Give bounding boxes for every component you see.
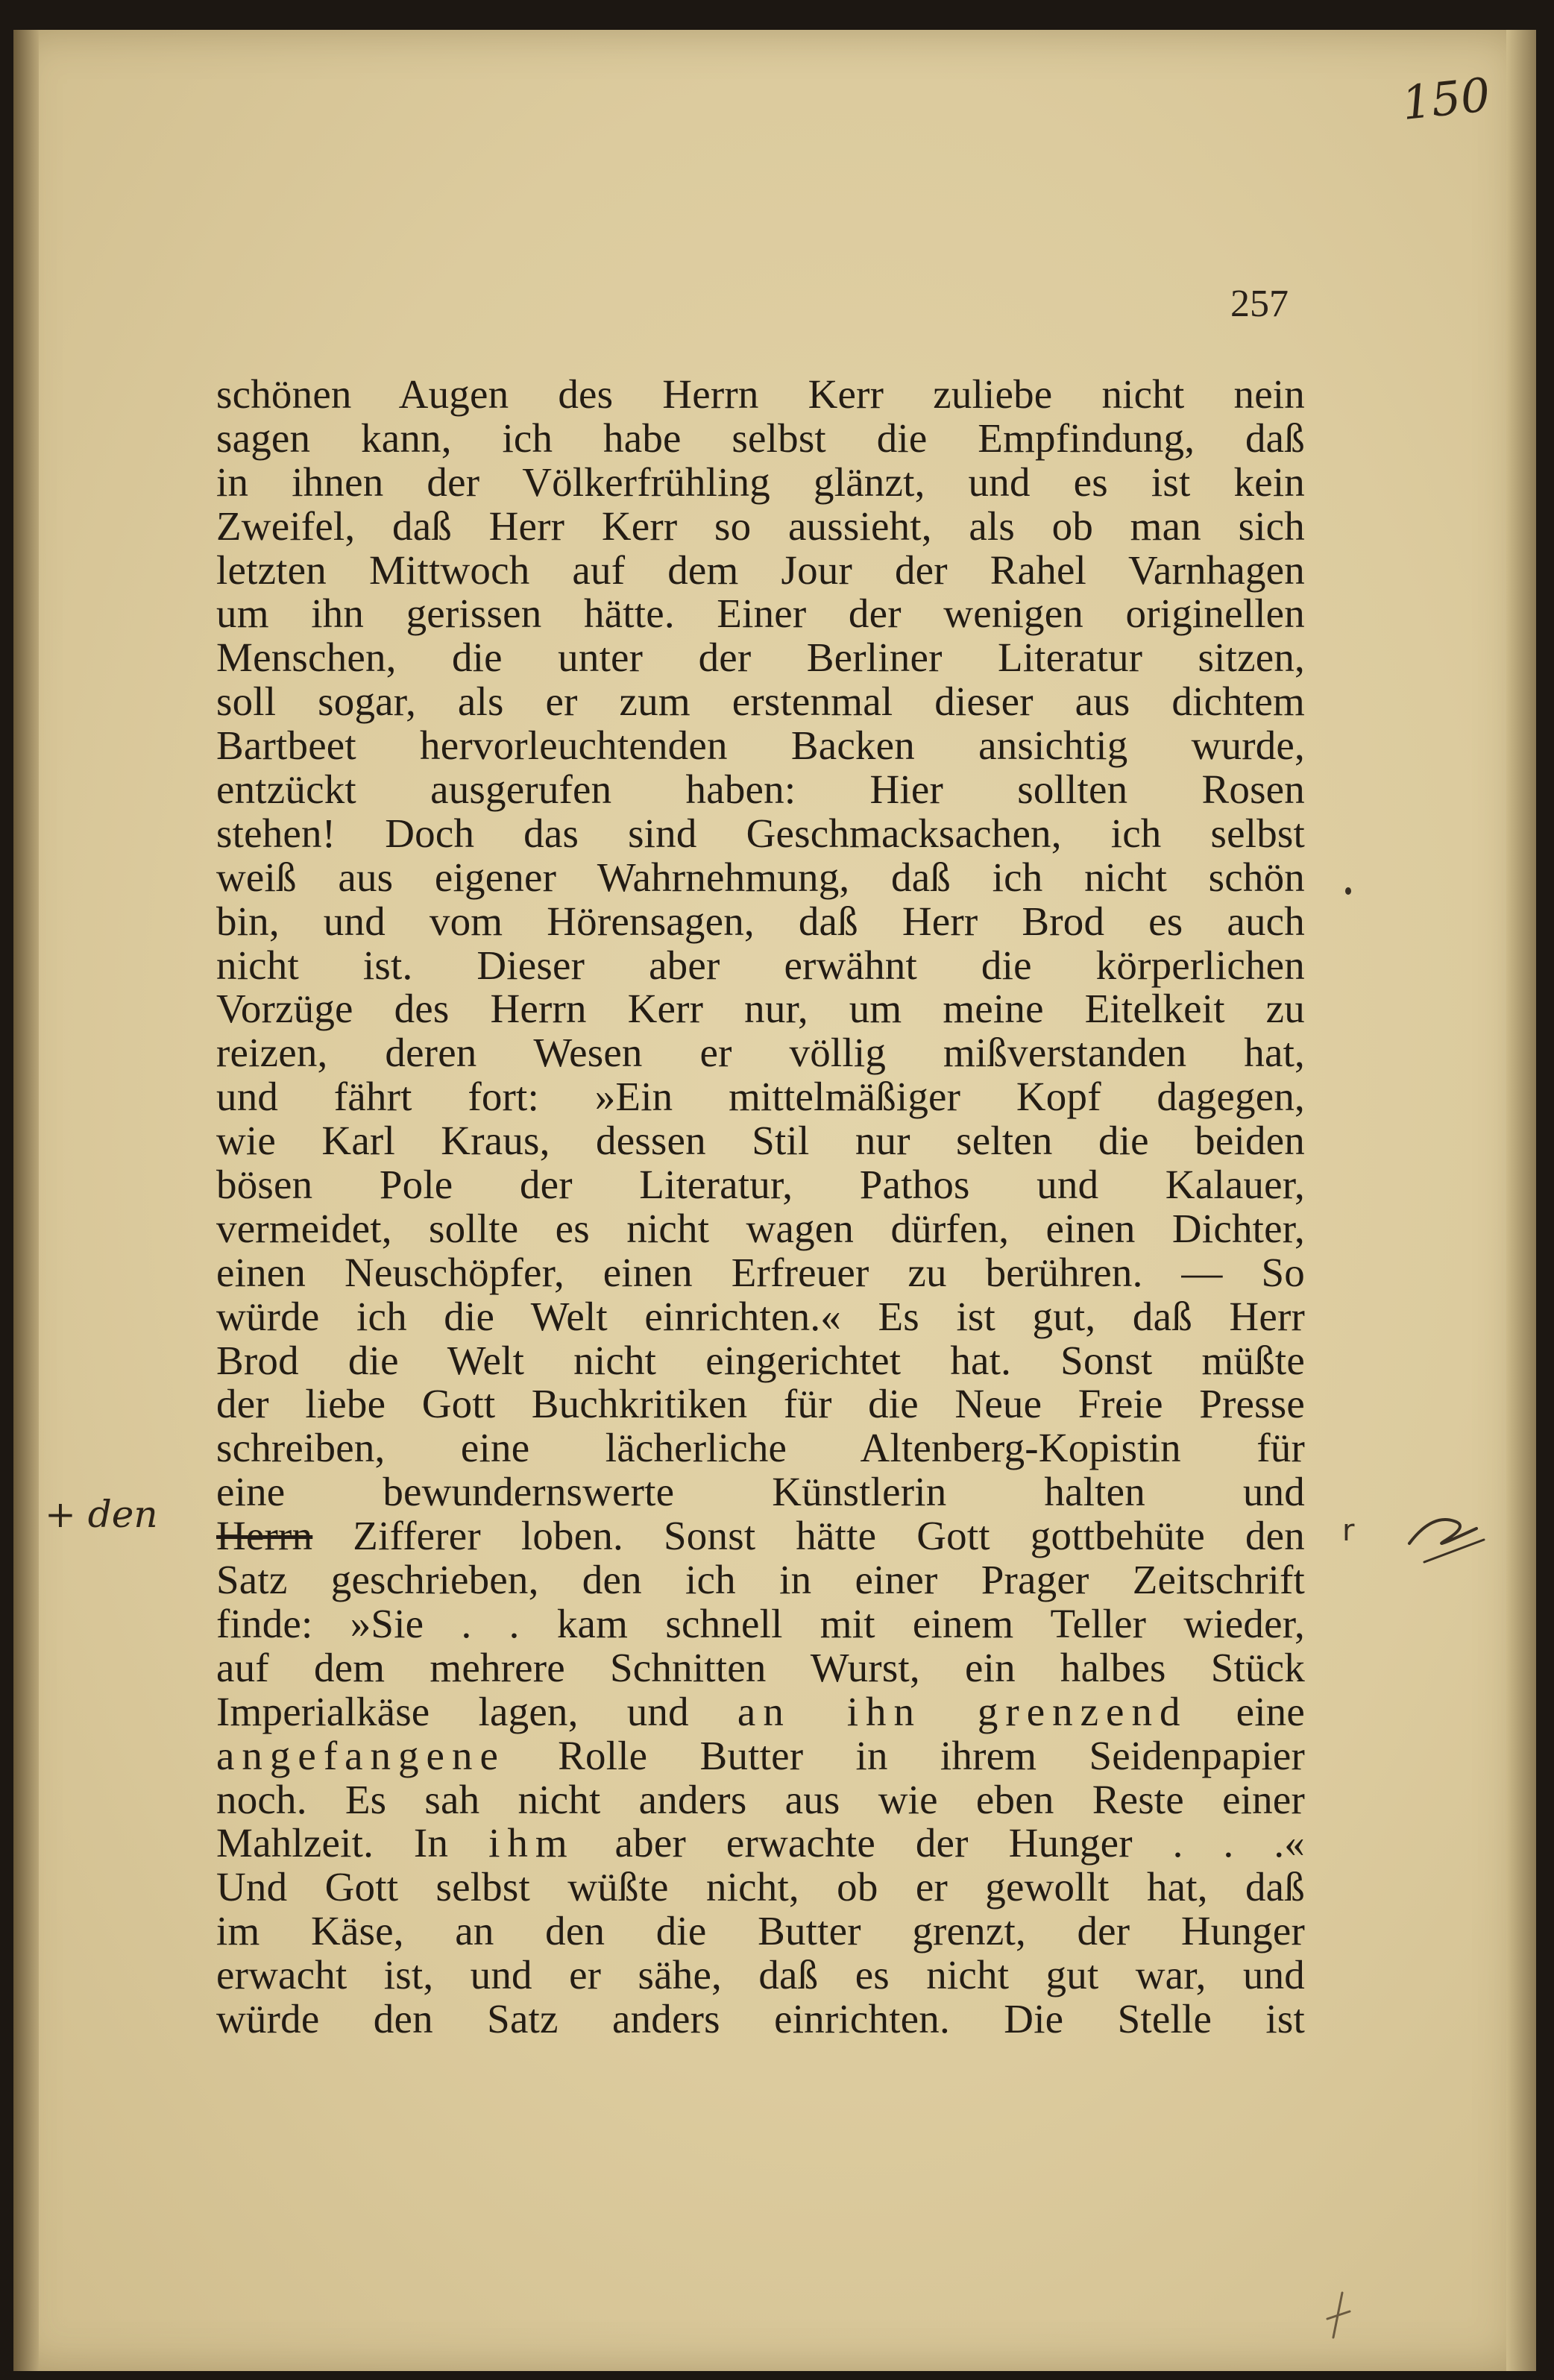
text-line: sagen kann, ich habe selbst die Empfindung, daß <box>216 415 1305 461</box>
text-line: entzückt ausgerufen haben: Hier sollten Rosen <box>216 766 1305 813</box>
text-line: Vorzüge des Herrn Kerr nur, um meine Eitelkeit zu <box>216 986 1305 1032</box>
body-text <box>216 373 1305 2041</box>
spaced-emphasis: ihm <box>488 1820 575 1866</box>
text-line: Zweifel, daß Herr Kerr so aussieht, als ob man sich <box>216 503 1305 549</box>
text-line: um ihn gerissen hätte. Einer der wenigen originellen <box>216 591 1305 637</box>
line-end: eine <box>1236 1688 1305 1734</box>
line-rest: Zifferer loben. Sonst hätte Gott gottbehüte den <box>312 1513 1305 1559</box>
line-start: Imperialkäse lagen, und <box>216 1688 689 1734</box>
text-line-spaced <box>216 1690 1305 1734</box>
text-line: und fährt fort: »Ein mittelmäßiger Kopf dagegen, <box>216 1074 1305 1120</box>
text-line: würde den Satz anders einrichten. Die Stelle ist <box>216 1995 1305 2041</box>
text-line: Menschen, die unter der Berliner Literatur sitzen, <box>216 635 1305 681</box>
text-line: nicht ist. Dieser aber erwähnt die körperlichen <box>216 942 1305 988</box>
text-line-spaced <box>216 1734 1305 1778</box>
struck-word: Herrn <box>216 1513 313 1559</box>
text-line: auf dem mehrere Schnitten Wurst, ein halbes Stück <box>216 1644 1305 1690</box>
text-line: wie Karl Kraus, dessen Stil nur selten die beiden <box>216 1118 1305 1164</box>
pencil-mark-icon <box>1320 2289 1357 2341</box>
text-line: finde: »Sie . . kam schnell mit einem Teller wieder, <box>216 1600 1305 1646</box>
handwritten-correction-sign-icon <box>1402 1499 1491 1573</box>
text-line: eine bewundernswerte Künstlerin halten und <box>216 1469 1305 1515</box>
text-line: bin, und vom Hörensagen, daß Herr Brod es auch <box>216 898 1305 944</box>
text-line: stehen! Doch das sind Geschmacksachen, ich selbst <box>216 810 1305 856</box>
text-line: der liebe Gott Buchkritiken für die Neue Freie Presse <box>216 1381 1305 1427</box>
text-line: vermeidet, sollte es nicht wagen dürfen, einen Dichter, <box>216 1205 1305 1251</box>
text-line: Brod die Welt nicht eingerichtet hat. Sonst müßte <box>216 1337 1305 1383</box>
text-line: reizen, deren Wesen er völlig mißverstanden hat, <box>216 1030 1305 1076</box>
margin-insertion-mark: r <box>1342 1514 1355 1548</box>
text-line: letzten Mittwoch auf dem Jour der Rahel Varnhagen <box>216 547 1305 593</box>
text-line: soll sogar, als er zum erstenmal dieser aus dichtem <box>216 679 1305 725</box>
text-line: erwacht ist, und er sähe, daß es nicht gut war, und <box>216 1952 1305 1998</box>
text-line: in ihnen der Völkerfrühling glänzt, und es ist kein <box>216 459 1305 505</box>
text-line: schönen Augen des Herrn Kerr zuliebe nicht nein <box>216 371 1305 417</box>
book-gutter <box>13 30 39 2371</box>
handwritten-folio-number: 150 <box>1399 67 1493 130</box>
text-line: einen Neuschöpfer, einen Erfreuer zu berühren. — So <box>216 1249 1305 1295</box>
text-line-spaced <box>216 1822 1305 1866</box>
page-edge <box>1506 30 1536 2371</box>
text-line: Bartbeet hervorleuchtenden Backen ansichtig wurde, <box>216 722 1305 769</box>
line-start: Mahlzeit. In <box>216 1820 449 1866</box>
spaced-emphasis: angefangene <box>216 1732 506 1778</box>
text-line: Satz geschrieben, den ich in einer Prager Zeitschrift <box>216 1557 1305 1603</box>
margin-dot <box>1345 887 1351 895</box>
text-line: im Käse, an den die Butter grenzt, der Hunger <box>216 1908 1305 1954</box>
text-line: schreiben, eine lächerliche Altenberg-Kopistin für <box>216 1425 1305 1471</box>
line-rest: Rolle Butter in ihrem Seidenpapier <box>558 1732 1305 1778</box>
text-line-with-deletion <box>216 1514 1305 1558</box>
text-line: bösen Pole der Literatur, Pathos und Kalauer, <box>216 1162 1305 1208</box>
text-line: weiß aus eigener Wahrnehmung, daß ich nicht schön <box>216 854 1305 900</box>
line-rest: aber erwachte der Hunger . . .« <box>614 1820 1305 1866</box>
text-line: würde ich die Welt einrichten.« Es ist gut, daß Herr <box>216 1293 1305 1339</box>
spaced-emphasis: an ihn grenzend <box>737 1688 1188 1734</box>
handwritten-margin-note: + den <box>45 1493 158 1536</box>
page-number: 257 <box>1230 283 1289 325</box>
text-line: noch. Es sah nicht anders aus wie eben Reste einer <box>216 1776 1305 1822</box>
text-line: Und Gott selbst wüßte nicht, ob er gewollt hat, daß <box>216 1864 1305 1910</box>
